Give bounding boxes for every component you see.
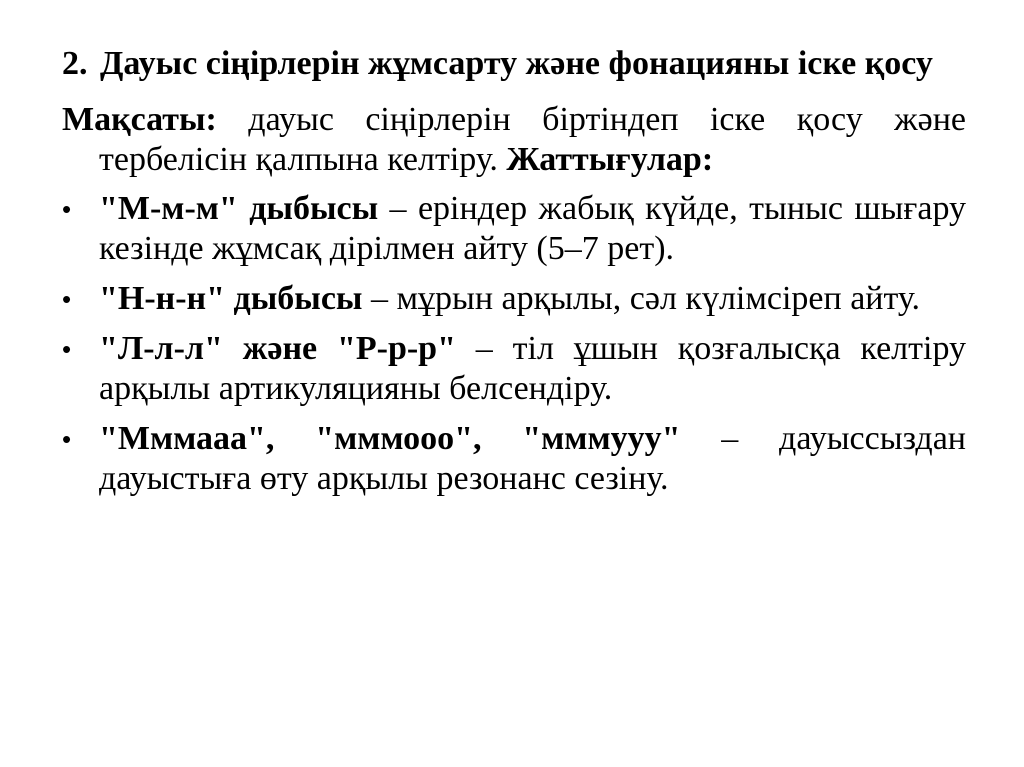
list-item: [62, 279, 966, 319]
exercise-term: "Мммааа", "мммооо", "мммууу": [99, 420, 681, 457]
list-item-body: [99, 329, 966, 409]
goal-paragraph: [62, 100, 966, 180]
bullet-icon: •: [62, 424, 72, 454]
bullet-icon: •: [62, 194, 72, 224]
list-item-body: [99, 189, 966, 269]
list-item: [62, 419, 966, 499]
section-number: 2.: [62, 45, 88, 82]
exercise-description: – еріндер жабық күйде, тыныс шығару кезінде жұмсақ дірілмен айту (5–7 рет).: [99, 190, 966, 267]
exercise-description: – мұрын арқылы, сәл күлімсіреп айту.: [362, 280, 920, 317]
list-item: [62, 189, 966, 269]
bullet-icon: •: [62, 284, 72, 314]
exercise-list: [62, 189, 966, 499]
goal-label: Мақсаты:: [62, 101, 217, 138]
exercise-term: "Н-н-н" дыбысы: [99, 280, 363, 317]
slide-content: [62, 44, 966, 509]
exercise-term: "М-м-м" дыбысы: [99, 190, 379, 227]
section-heading: [62, 44, 966, 84]
list-item: [62, 329, 966, 409]
bullet-icon: •: [62, 334, 72, 364]
exercise-description: – тіл ұшын қозғалысқа келтіру арқылы артикуляцияны белсендіру.: [99, 330, 967, 407]
goal-text: дауыс сіңірлерін біртіндеп іске қосу және тербелісін қалпына келтіру.: [99, 101, 966, 178]
exercise-description: – дауыссыздан дауыстыға өту арқылы резонанс сезіну.: [99, 420, 966, 497]
exercise-term: "Л-л-л" және "Р-р-р": [99, 330, 456, 367]
section-title: Дауыс сіңірлерін жұмсарту және фонацияны іске қосу: [100, 45, 933, 82]
list-item-body: [99, 279, 966, 319]
list-item-body: [99, 419, 966, 499]
exercises-label: Жаттығулар:: [506, 141, 714, 178]
